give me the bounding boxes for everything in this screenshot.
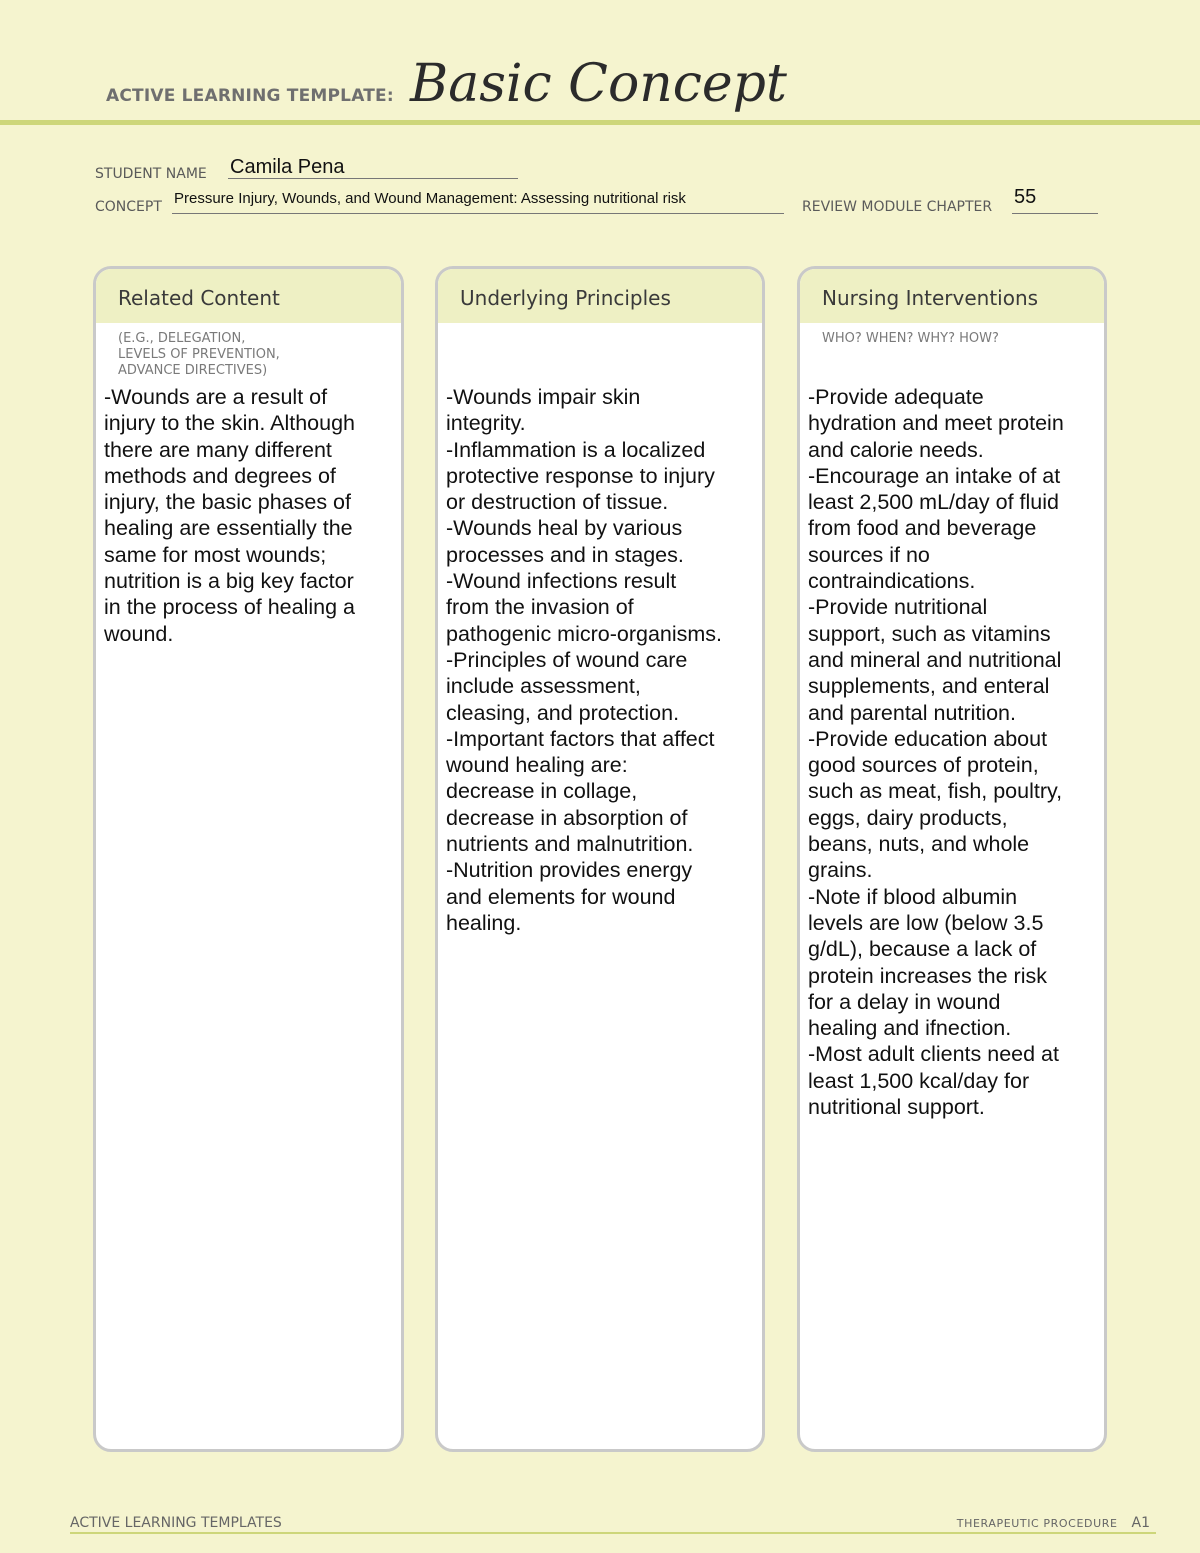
footer-templates-label: ACTIVE LEARNING TEMPLATES (70, 1515, 282, 1531)
student-name-label: STUDENT NAME (95, 166, 207, 182)
footer-page-code: A1 (1131, 1515, 1150, 1531)
nursing-interventions-heading: Nursing Interventions (800, 269, 1104, 323)
underlying-principles-text[interactable]: -Wounds impair skin integrity. -Inflammation is a localized protective response to injury or destruction of tissue. -Wounds heal by various processes and in stages. -Wound infections result from the invasion of pathogenic micro-organisms. -Principles of wound care include assessment, cleasing, and protection. -Important factors that affect wound healing are: decrease in collage, decrease in absorption of nutrients and malnutrition. -Nutrition provides energy and elements for wound healing. (446, 385, 723, 935)
footer-page-info (957, 1515, 1150, 1531)
nursing-interventions-text[interactable]: -Provide adequate hydration and meet protein and calorie needs. -Encourage an intake of at least 2,500 mL/day of fluid from food and beverage sources if no contraindications. -Provide nutritional support, such as vitamins and mineral and nutritional supplements, and enteral and parental nutrition. -Provide education about good sources of protein, such as meat, fish, poultry, eggs, dairy products, beans, nuts, and whole grains. -Note if blood albumin levels are low (below 3.5 g/dL), because a lack of protein increases the risk for a delay in wound healing and ifnection. -Most adult clients need at least 1,500 kcal/day for nutritional support. (808, 385, 1064, 1120)
template-label: ACTIVE LEARNING TEMPLATE: (106, 86, 394, 106)
underlying-principles-heading: Underlying Principles (438, 269, 762, 323)
template-header (0, 0, 1200, 126)
concept-label: CONCEPT (95, 199, 162, 215)
footer-procedure-label: THERAPEUTIC PROCEDURE (956, 1517, 1118, 1530)
underlying-principles-subheading (438, 323, 762, 383)
nursing-interventions-subheading: WHO? WHEN? WHY? HOW? (822, 331, 999, 346)
review-chapter-field[interactable]: 55 (1014, 186, 1037, 208)
review-chapter-line (1012, 213, 1098, 214)
concept-field[interactable]: Pressure Injury, Wounds, and Wound Management: Assessing nutritional risk (174, 190, 686, 207)
underlying-principles-panel (435, 266, 765, 1452)
related-content-panel (93, 266, 404, 1452)
student-name-field[interactable]: Camila Pena (230, 156, 345, 178)
related-content-text[interactable]: -Wounds are a result of injury to the skin. Although there are many different methods and degrees of injury, the basic phases of healing are essentially the same for most wounds; nutrition is a big key factor in the process of healing a wound. (104, 385, 355, 646)
related-content-heading: Related Content (96, 269, 401, 323)
footer-divider (70, 1532, 1156, 1534)
concept-line (172, 213, 784, 214)
template-title: Basic Concept (410, 54, 787, 114)
related-content-subheading: (E.G., DELEGATION, LEVELS OF PREVENTION, ADVANCE DIRECTIVES) (118, 331, 280, 378)
header-divider (0, 120, 1200, 125)
nursing-interventions-panel (797, 266, 1107, 1452)
review-chapter-label: REVIEW MODULE CHAPTER (802, 199, 993, 215)
